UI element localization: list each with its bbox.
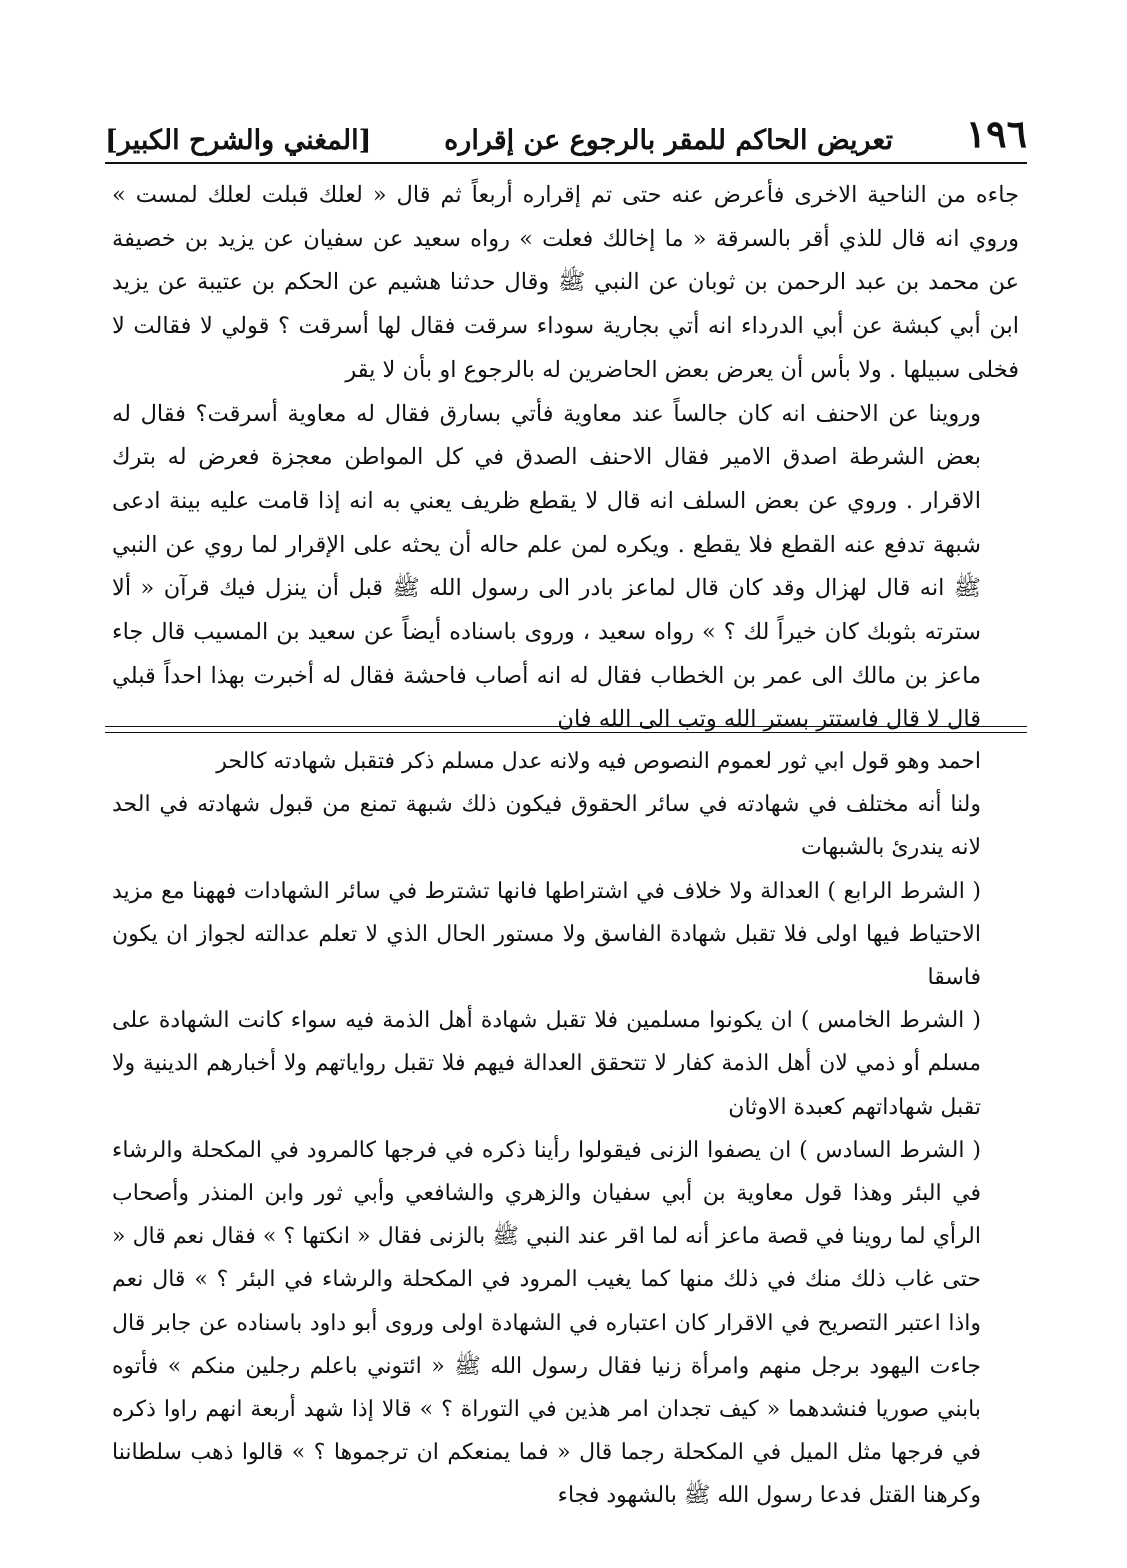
page-number: ١٩٦ (965, 111, 1027, 156)
section-divider (105, 726, 1027, 733)
commentary-paragraph: ( الشرط الخامس ) ان يكونوا مسلمين فلا تقبل شهادة أهل الذمة فيه سواء كانت الشهادة على مسلم أو ذمي لان أهل الذمة كفار لا تتحقق العدالة فيهم فلا تقبل رواياتهم ولا أخبارهم الدينية ولا تقبل شهاداتهم كعبدة الاوثان (112, 1008, 981, 1120)
main-paragraph: وروينا عن الاحنف انه كان جالساً عند معاوية فأتي بسارق فقال له معاوية أسرقت؟ فقال له بعض الشرطة اصدق الامير فقال الاحنف الصدق في كل المواطن معجزة فعرض له بترك الاقرار . وروي عن بعض السلف انه قال لا يقطع ظريف يعني به انه إذا قامت عليه بينة ادعى شبهة تدفع عنه القطع فلا يقطع . ويكره لمن علم حاله أن يحثه على الإقرار لما روي عن النبي ﷺ انه قال لهزال وقد كان قال لماعز بادر الى رسول الله ﷺ قبل أن ينزل فيك قرآن « ألا سترته بثوبك كان خيراً لك ؟ » رواه سعيد ، وروى باسناده أيضاً عن سعيد بن المسيب قال جاء ماعز بن مالك الى عمر بن الخطاب فقال له انه أصاب فاحشة فقال له أخبرت بهذا احداً قبلي قال لا قال فاستتر بستر الله وتب الى الله فان (112, 400, 981, 733)
page-header (105, 108, 1027, 156)
header-rule (105, 162, 1027, 164)
commentary-paragraph: ولنا أنه مختلف في شهادته في سائر الحقوق فيكون ذلك شبهة تمنع من قبول شهادته في الحد لانه يندرئ بالشبهات (112, 792, 981, 861)
commentary-text (112, 740, 1019, 1518)
commentary-paragraph: ( الشرط السادس ) ان يصفوا الزنى فيقولوا رأينا ذكره في فرجها كالمرود في المكحلة والرشاء في البئر وهذا قول معاوية بن أبي سفيان والزهري والشافعي وأبي ثور وابن المنذر وأصحاب الرأي لما روينا في قصة ماعز أنه لما اقر عند النبي ﷺ بالزنى فقال « انكتها ؟ » فقال نعم قال « حتى غاب ذلك منك في ذلك منها كما يغيب المرود في المكحلة والرشاء في البئر ؟ » قال نعم واذا اعتبر التصريح في الاقرار كان اعتباره في الشهادة اولى وروى أبو داود باسناده عن جابر قال جاءت اليهود برجل منهم وامرأة زنيا فقال رسول الله ﷺ « ائتوني باعلم رجلين منكم » فأتوه بابني صوريا فنشدهما « كيف تجدان امر هذين في التوراة ؟ » قالا إذا شهد أربعة انهم راوا ذكره في فرجها مثل الميل في المكحلة رجما قال « فما يمنعكم ان ترجموها ؟ » قالوا ذهب سلطاننا وكرهنا القتل فدعا رسول الله ﷺ بالشهود فجاء (112, 1137, 981, 1509)
book-title: [المغني والشرح الكبير] (105, 125, 372, 156)
commentary-paragraph: احمد وهو قول ابي ثور لعموم النصوص فيه ولانه عدل مسلم ذكر فتقبل شهادته كالحر (216, 749, 981, 774)
commentary-paragraph: ( الشرط الرابع ) العدالة ولا خلاف في اشتراطها فانها تشترط في سائر الشهادات فههنا مع مزيد الاحتياط فيها اولى فلا تقبل شهادة الفاسق ولا مستور الحال الذي لا تعلم عدالته لجواز ان يكون فاسقا (112, 878, 981, 991)
main-paragraph: جاءه من الناحية الاخرى فأعرض عنه حتى تم إقراره أربعاً ثم قال « لعلك قبلت لعلك لمست » وروي انه قال للذي أقر بالسرقة « ما إخالك فعلت » رواه سعيد عن سفيان عن يزيد بن خصيفة عن محمد بن عبد الرحمن بن ثوبان عن النبي ﷺ وقال حدثنا هشيم عن الحكم بن عتيبة عن يزيد ابن أبي كبشة عن أبي الدرداء انه أتي بجارية سوداء سرقت فقال لها أسرقت ؟ قولي لا فقالت لا فخلى سبيلها . ولا بأس أن يعرض بعض الحاضرين له بالرجوع او بأن لا يقر (112, 182, 1019, 383)
main-text (112, 174, 1019, 742)
running-title: تعريض الحاكم للمقر بالرجوع عن إقراره (444, 125, 893, 156)
